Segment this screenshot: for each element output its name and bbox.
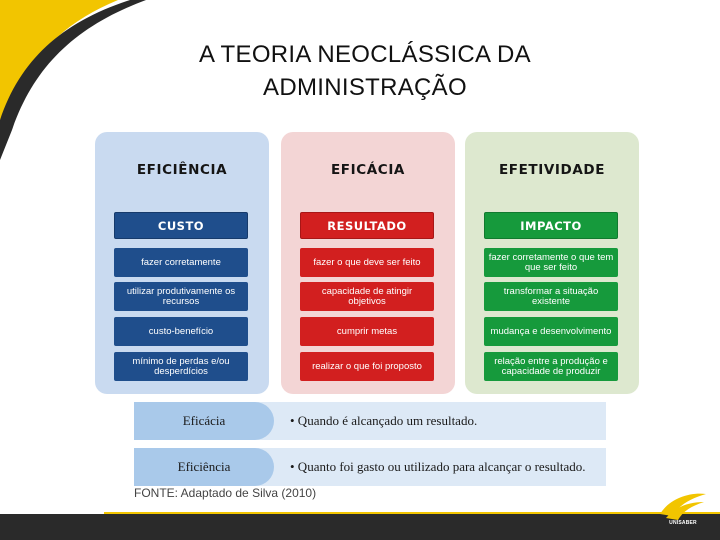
list-item: fazer corretamente [114,248,248,277]
category-box: CUSTO [114,212,248,239]
column-heading: EFICÁCIA [330,162,405,178]
column-heading: EFETIVIDADE [498,162,606,178]
list-item: fazer o que deve ser feito [300,248,434,277]
list-item: transformar a situação existente [484,282,618,311]
column-eficiencia [95,132,269,394]
definition-row-eficiencia [134,448,606,486]
title-line-1: A TEORIA NEOCLÁSSICA DA [199,41,531,68]
column-efetividade [465,132,639,394]
list-item: custo-benefício [114,317,248,346]
source-caption: FONTE: Adaptado de Silva (2010) [134,486,317,500]
list-item: realizar o que foi proposto [300,352,434,381]
list-item: relação entre a produção e capacidade de produzir [484,352,618,381]
column-heading: EFICIÊNCIA [136,162,228,178]
definition-text: • Quando é alcançado um resultado. [290,413,478,428]
definition-term: Eficiência [134,448,274,486]
bottom-bar [0,514,720,540]
definition-row-eficacia [134,402,606,440]
category-box: IMPACTO [484,212,618,239]
logo-text: UNISABER [669,520,697,526]
title-line-2: ADMINISTRAÇÃO [263,74,467,101]
list-item: mudança e desenvolvimento [484,317,618,346]
list-item: cumprir metas [300,317,434,346]
list-item: fazer corretamente o que tem que ser feito [484,248,618,277]
slide-title [100,38,630,104]
list-item: capacidade de atingir objetivos [300,282,434,311]
category-box: RESULTADO [300,212,434,239]
definition-text: • Quanto foi gasto ou utilizado para alcançar o resultado. [290,459,586,474]
list-item: mínimo de perdas e/ou desperdícios [114,352,248,381]
list-item: utilizar produtivamente os recursos [114,282,248,311]
column-eficacia [281,132,455,394]
definition-term: Eficácia [134,402,274,440]
